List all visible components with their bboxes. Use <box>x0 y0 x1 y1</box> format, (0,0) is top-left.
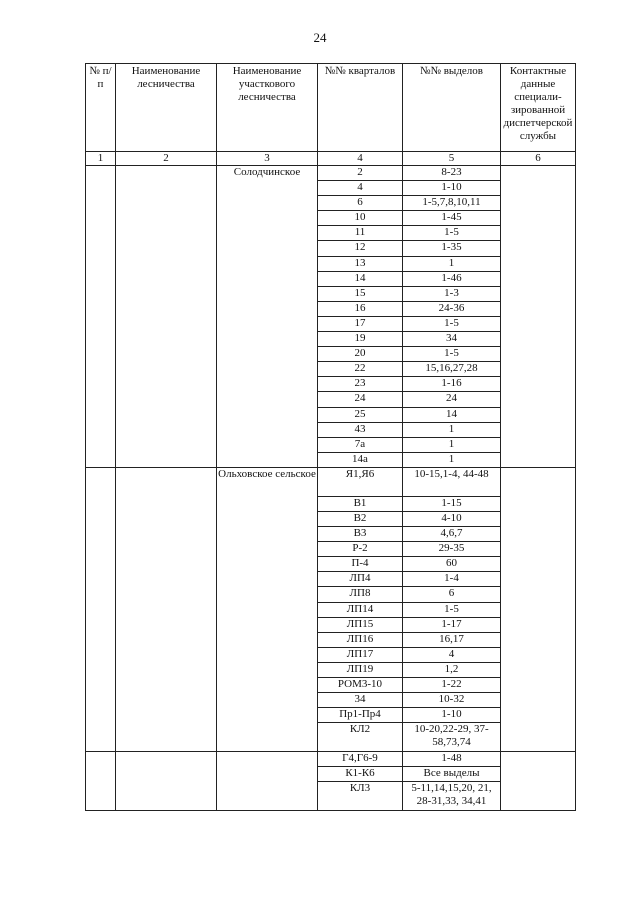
plot-cell: 4,6,7 <box>403 527 501 542</box>
plot-cell: 8-23 <box>403 166 501 181</box>
column-number: 3 <box>217 152 318 166</box>
plot-cell: 29-35 <box>403 542 501 557</box>
table-row <box>86 752 576 767</box>
quarter-cell: 23 <box>318 377 403 392</box>
quarter-cell: 16 <box>318 301 403 316</box>
quarter-cell: Г4,Г6-9 <box>318 752 403 767</box>
district-name: Ольховское сельское <box>217 467 318 751</box>
quarter-cell: 6 <box>318 196 403 211</box>
header-cell: №№ выделов <box>403 64 501 152</box>
plot-cell: 4-10 <box>403 511 501 526</box>
contact-cell <box>501 467 576 751</box>
quarter-cell: Пр1-Пр4 <box>318 708 403 723</box>
plot-cell: 1 <box>403 437 501 452</box>
forestry-name-cell <box>116 166 217 468</box>
plot-cell: Все выделы <box>403 767 501 782</box>
quarter-cell: В1 <box>318 496 403 511</box>
contact-cell <box>501 752 576 811</box>
plot-cell: 1 <box>403 256 501 271</box>
plot-cell: 15,16,27,28 <box>403 362 501 377</box>
quarter-cell: ЛП19 <box>318 662 403 677</box>
plot-cell: 24 <box>403 392 501 407</box>
column-number: 6 <box>501 152 576 166</box>
table-row <box>86 166 576 181</box>
plot-cell: 1 <box>403 422 501 437</box>
quarter-cell: КЛ3 <box>318 782 403 811</box>
district-name: Солодчинское <box>217 166 318 468</box>
table-body <box>86 166 576 811</box>
plot-cell: 34 <box>403 332 501 347</box>
quarter-cell: ЛП15 <box>318 617 403 632</box>
column-number: 5 <box>403 152 501 166</box>
plot-cell: 1-5 <box>403 347 501 362</box>
quarter-cell: ЛП4 <box>318 572 403 587</box>
plot-cell: 1-5 <box>403 602 501 617</box>
quarter-cell: 22 <box>318 362 403 377</box>
plot-cell: 1-3 <box>403 286 501 301</box>
plot-cell: 4 <box>403 647 501 662</box>
plot-cell: 1-48 <box>403 752 501 767</box>
quarter-cell: ЛП16 <box>318 632 403 647</box>
quarter-cell: 15 <box>318 286 403 301</box>
header-cell: Контактные данные специали-зированной диспетчерской службы <box>501 64 576 152</box>
plot-cell: 1-10 <box>403 181 501 196</box>
quarter-cell: В2 <box>318 511 403 526</box>
quarter-cell: 43 <box>318 422 403 437</box>
plot-cell: 1-35 <box>403 241 501 256</box>
plot-cell: 1-45 <box>403 211 501 226</box>
quarter-cell: 2 <box>318 166 403 181</box>
quarter-cell: РОМ3-10 <box>318 678 403 693</box>
quarter-cell: К1-К6 <box>318 767 403 782</box>
plot-cell: 5-11,14,15,20, 21, 28-31,33, 34,41 <box>403 782 501 811</box>
column-number: 2 <box>116 152 217 166</box>
page-number: 24 <box>313 30 327 45</box>
quarter-cell: КЛ2 <box>318 723 403 752</box>
plot-cell: 1-17 <box>403 617 501 632</box>
quarter-cell: П-4 <box>318 557 403 572</box>
quarter-cell: 20 <box>318 347 403 362</box>
plot-cell: 1-22 <box>403 678 501 693</box>
quarter-cell: В3 <box>318 527 403 542</box>
column-number-row <box>86 152 576 166</box>
quarter-cell: 25 <box>318 407 403 422</box>
quarter-cell: Я1,Я6 <box>318 467 403 496</box>
quarter-cell: 14а <box>318 452 403 467</box>
plot-cell: 16,17 <box>403 632 501 647</box>
header-cell: № п/п <box>86 64 116 152</box>
header-cell: Наименование участкового лесничества <box>217 64 318 152</box>
quarter-cell: ЛП17 <box>318 647 403 662</box>
plot-cell: 1-10 <box>403 708 501 723</box>
quarter-cell: ЛП8 <box>318 587 403 602</box>
quarter-cell: 7а <box>318 437 403 452</box>
row-number-cell <box>86 166 116 468</box>
quarter-cell: 17 <box>318 316 403 331</box>
quarter-cell: 19 <box>318 332 403 347</box>
plot-cell: 10-32 <box>403 693 501 708</box>
plot-cell: 1-5 <box>403 226 501 241</box>
row-number-cell <box>86 467 116 751</box>
quarter-cell: 12 <box>318 241 403 256</box>
plot-cell: 1-15 <box>403 496 501 511</box>
contact-cell <box>501 166 576 468</box>
plot-cell: 60 <box>403 557 501 572</box>
quarter-cell: 24 <box>318 392 403 407</box>
quarter-cell: 34 <box>318 693 403 708</box>
plot-cell: 1-5,7,8,10,11 <box>403 196 501 211</box>
plot-cell: 14 <box>403 407 501 422</box>
plot-cell: 1-46 <box>403 271 501 286</box>
column-number: 1 <box>86 152 116 166</box>
quarter-cell: 14 <box>318 271 403 286</box>
header-cell: Наименование лесничества <box>116 64 217 152</box>
plot-cell: 1,2 <box>403 662 501 677</box>
forestry-name-cell <box>116 467 217 751</box>
district-name <box>217 752 318 811</box>
quarter-cell: 4 <box>318 181 403 196</box>
plot-cell: 24-36 <box>403 301 501 316</box>
plot-cell: 1 <box>403 452 501 467</box>
plot-cell: 6 <box>403 587 501 602</box>
quarter-cell: ЛП14 <box>318 602 403 617</box>
quarter-cell: Р-2 <box>318 542 403 557</box>
table-row <box>86 467 576 496</box>
header-cell: №№ кварталов <box>318 64 403 152</box>
quarter-cell: 13 <box>318 256 403 271</box>
quarter-cell: 10 <box>318 211 403 226</box>
forestry-name-cell <box>116 752 217 811</box>
plot-cell: 10-15,1-4, 44-48 <box>403 467 501 496</box>
forest-plots-table <box>85 63 576 811</box>
plot-cell: 1-4 <box>403 572 501 587</box>
row-number-cell <box>86 752 116 811</box>
plot-cell: 1-16 <box>403 377 501 392</box>
column-number: 4 <box>318 152 403 166</box>
quarter-cell: 11 <box>318 226 403 241</box>
header-row <box>86 64 576 152</box>
plot-cell: 10-20,22-29, 37-58,73,74 <box>403 723 501 752</box>
plot-cell: 1-5 <box>403 316 501 331</box>
